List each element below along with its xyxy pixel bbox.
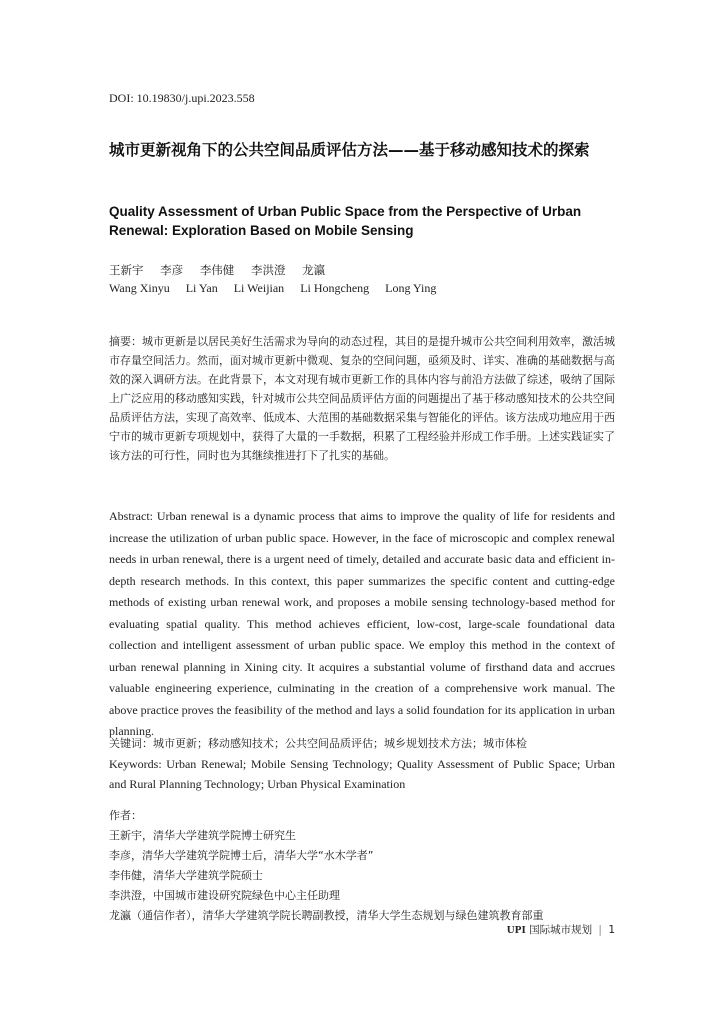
authors-english <box>109 281 449 296</box>
abstract-chinese: 摘要：城市更新是以居民美好生活需求为导向的动态过程，其目的是提升城市公共空间利用效率，激活城市存量空间活力。然而，面对城市更新中微观、复杂的空间问题，亟须及时、详实、准确的基础数据与高效的深入调研方法。在此背景下，本文对现有城市更新工作的具体内容与前沿方法做了综述，吸纳了国际上广泛应用的移动感知实践，针对城市公共空间品质评估方面的问题提出了基于移动感知技术的公共空间品质评估方法，实现了高效率、低成本、大范围的基础数据采集与智能化的评估。该方法成功地应用于西宁市的城市更新专项规划中，获得了大量的一手数据，积累了工程经验并形成工作手册。上述实践证实了该方法的可行性，同时也为其继续推进打下了扎实的基础。 <box>109 335 615 462</box>
title-chinese: 城市更新视角下的公共空间品质评估方法——基于移动感知技术的探索 <box>109 141 590 159</box>
author-en: Long Ying <box>385 281 437 295</box>
author-en: Li Yan <box>185 281 218 295</box>
author-info-line: 李洪澄，中国城市建设研究院绿色中心主任助理 <box>109 889 340 902</box>
author-info-heading: 作者： <box>109 809 142 822</box>
footer-separator: | <box>598 924 602 936</box>
author-info-line: 李伟健，清华大学建筑学院硕士 <box>109 869 263 882</box>
title-english: Quality Assessment of Urban Public Space from the Perspective of Urban Renewal: Exploration Based on Mobile Sensing <box>109 204 582 238</box>
doi[interactable]: DOI: 10.19830/j.upi.2023.558 <box>109 91 255 105</box>
abstract-english: Abstract: Urban renewal is a dynamic process that aims to improve the quality of life for residents and increase the utilization of urban public space. However, in the face of microscopic and complex renewal needs in urban renewal, there is a urgent need of timely, detailed and accurate basic data and efficient in-depth research methods. In this context, this paper summarizes the specific content and cutting-edge methods of existing urban renewal work, and proposes a mobile sensing technology-based method for evaluating spatial quality. This method achieves efficient, low-cost, large-scale foundational data collection and intelligent assessment of urban public space. We employ this method in the context of urban renewal planning in Xining city. It acquires a substantial volume of firsthand data and accrues valuable engineering experience, culminating in the creation of a comprehensive work manual. The above practice proves the feasibility of the method and lays a solid foundation for its application in urban planning. <box>109 509 615 738</box>
author-cn: 李伟健 <box>199 263 235 277</box>
author-cn: 李彦 <box>160 263 184 277</box>
author-info-line: 李彦，清华大学建筑学院博士后，清华大学“水木学者” <box>109 849 374 862</box>
author-cn: 王新宇 <box>109 263 144 277</box>
author-en: Li Hongcheng <box>300 281 370 295</box>
keywords-block <box>109 734 615 794</box>
author-affiliations <box>109 806 615 926</box>
journal-abbr: UPI <box>506 924 526 936</box>
keywords-chinese: 关键词：城市更新；移动感知技术；公共空间品质评估；城乡规划技术方法；城市体检 <box>109 737 527 750</box>
authors-chinese <box>109 262 338 278</box>
page-number: 1 <box>608 924 615 936</box>
keywords-english: Keywords: Urban Renewal; Mobile Sensing Technology; Quality Assessment of Public Space; Urban and Rural Planning Technology; Urban Physical Examination <box>109 757 615 791</box>
author-cn: 龙瀛 <box>302 263 326 277</box>
author-en: Li Weijian <box>233 281 285 295</box>
page-footer <box>507 922 615 937</box>
author-info-line: 龙瀛（通信作者），清华大学建筑学院长聘副教授，清华大学生态规划与绿色建筑教育部重 <box>109 909 544 922</box>
author-en: Wang Xinyu <box>109 281 170 295</box>
author-cn: 李洪澄 <box>250 263 286 277</box>
author-info-line: 王新宇，清华大学建筑学院博士研究生 <box>109 829 296 842</box>
journal-name: 国际城市规划 <box>529 924 593 936</box>
